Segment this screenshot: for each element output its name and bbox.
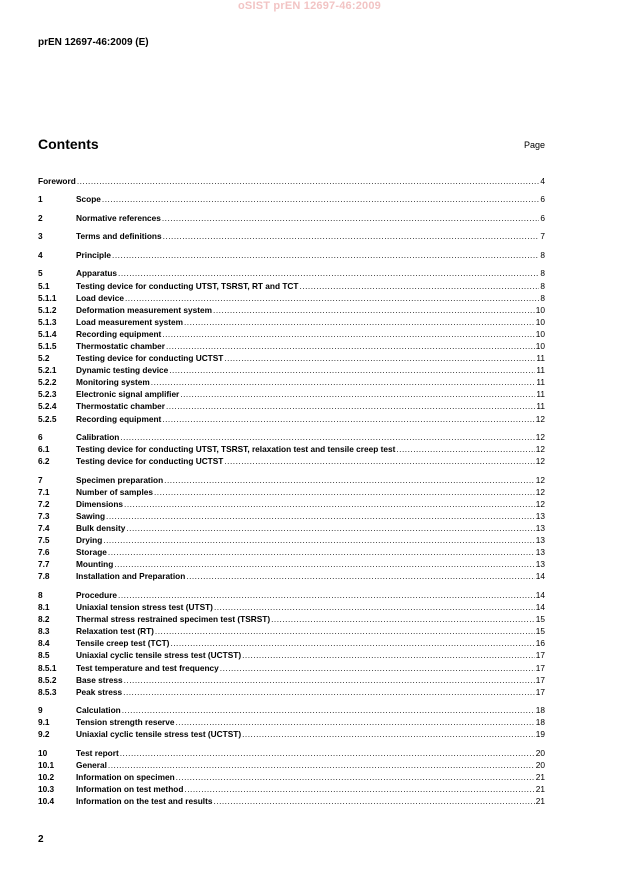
toc-entry[interactable]: [38, 267, 545, 279]
toc-entry[interactable]: [38, 364, 545, 376]
toc-entry-page: 8: [540, 268, 545, 279]
toc-entry-number: 4: [38, 249, 43, 260]
toc-entry-number: 5.1.1: [38, 292, 57, 303]
toc-entry-number: 8.5.1: [38, 662, 57, 673]
toc-entry-title: Storage: [76, 547, 107, 558]
toc-entry-page: 4: [540, 176, 545, 186]
toc-entry-title: Monitoring system: [76, 377, 150, 388]
toc-dot-leader: [120, 431, 534, 443]
toc-dot-leader: [162, 212, 540, 224]
toc-entry[interactable]: [38, 328, 545, 340]
toc-dot-leader: [126, 522, 534, 534]
toc-entry-page: 12: [535, 486, 545, 497]
toc-entry-number: 8.5: [38, 650, 50, 661]
toc-entry-number: 8.1: [38, 602, 50, 613]
toc-entry[interactable]: [38, 486, 545, 498]
toc-entry-page: 13: [535, 559, 545, 570]
toc-entry-number: 7.5: [38, 535, 50, 546]
toc-entry-title: Specimen preparation: [76, 474, 164, 485]
toc-entry-page: 17: [535, 650, 545, 661]
toc-entry-number: 7: [38, 474, 43, 485]
toc-entry-page: 13: [535, 523, 545, 534]
toc-entry-number: 1: [38, 194, 43, 205]
toc-entry-title: Foreword: [38, 176, 76, 186]
toc-entry-number: 8.5.2: [38, 674, 57, 685]
toc-entry-page: 16: [535, 638, 545, 649]
toc-entry-number: 7.8: [38, 571, 50, 582]
toc-dot-leader: [166, 340, 535, 352]
toc-entry[interactable]: [38, 534, 545, 546]
toc-entry-page: 10: [535, 316, 545, 327]
toc-dot-leader: [300, 280, 540, 292]
toc-entry-title: Information on test method: [76, 784, 184, 795]
toc-entry-title: Recording equipment: [76, 328, 162, 339]
toc-entry-title: Calculation: [76, 705, 121, 716]
toc-dot-leader: [118, 267, 539, 279]
toc-entry-number: 5.1.3: [38, 316, 57, 327]
table-of-contents: [38, 175, 545, 807]
toc-entry[interactable]: [38, 498, 545, 510]
toc-entry-page: 11: [536, 353, 545, 364]
toc-entry[interactable]: [38, 292, 545, 304]
toc-entry[interactable]: [38, 304, 545, 316]
toc-entry-page: 12: [535, 413, 545, 424]
toc-entry[interactable]: [38, 352, 545, 364]
toc-entry-number: 5.1: [38, 280, 50, 291]
toc-dot-leader: [213, 795, 534, 807]
toc-entry-number: 8.2: [38, 614, 50, 625]
toc-entry-title: Base stress: [76, 674, 123, 685]
toc-entry-title: Testing device for conducting UTST, TSRST, RT and TCT: [76, 280, 299, 291]
toc-dot-leader: [271, 613, 535, 625]
toc-entry-page: 6: [540, 212, 545, 223]
toc-entry-page: 20: [535, 759, 545, 770]
toc-entry[interactable]: [38, 193, 545, 205]
toc-entry[interactable]: [38, 662, 545, 674]
page-column-label: Page: [523, 140, 545, 150]
toc-entry-page: 18: [535, 717, 545, 728]
toc-entry-number: 9.1: [38, 717, 50, 728]
toc-entry-title: Deformation measurement system: [76, 304, 213, 315]
toc-entry-number: 5.2: [38, 353, 50, 364]
toc-dot-leader: [184, 783, 534, 795]
toc-dot-leader: [224, 455, 534, 467]
toc-entry-title: Bulk density: [76, 523, 126, 534]
toc-dot-leader: [170, 637, 534, 649]
toc-dot-leader: [220, 662, 535, 674]
toc-entry-title: Tension strength reserve: [76, 717, 175, 728]
toc-entry-title: Load measurement system: [76, 316, 183, 327]
toc-entry-page: 8: [540, 249, 545, 260]
toc-entry[interactable]: [38, 413, 545, 425]
toc-dot-leader: [114, 558, 534, 570]
toc-dot-leader: [118, 589, 535, 601]
toc-entry-page: 12: [535, 432, 545, 443]
toc-entry-number: 5.2.5: [38, 413, 57, 424]
toc-dot-leader: [214, 601, 535, 613]
toc-entry-page: 13: [535, 547, 545, 558]
toc-entry-number: 7.1: [38, 486, 50, 497]
toc-dot-leader: [125, 292, 539, 304]
toc-entry[interactable]: [38, 704, 545, 716]
page-number: 2: [38, 834, 44, 845]
toc-dot-leader: [108, 759, 535, 771]
toc-dot-leader: [124, 498, 535, 510]
toc-entry-page: 6: [540, 194, 545, 205]
toc-entry-number: 5.1.2: [38, 304, 57, 315]
toc-entry-page: 15: [535, 626, 545, 637]
toc-entry-page: 14: [535, 571, 545, 582]
toc-entry[interactable]: [38, 455, 545, 467]
toc-entry-number: 7.7: [38, 559, 50, 570]
watermark: oSIST prEN 12697-46:2009: [238, 0, 381, 12]
toc-entry-page: 19: [535, 729, 545, 740]
toc-entry-title: Peak stress: [76, 686, 123, 697]
toc-dot-leader: [224, 352, 535, 364]
toc-entry-number: 5.2.2: [38, 377, 57, 388]
toc-entry-number: 10.2: [38, 772, 55, 783]
toc-dot-leader: [106, 510, 535, 522]
toc-entry[interactable]: [38, 759, 545, 771]
toc-entry-page: 11: [536, 389, 545, 400]
toc-dot-leader: [176, 771, 535, 783]
toc-entry[interactable]: [38, 443, 545, 455]
toc-entry-page: 21: [535, 784, 545, 795]
toc-entry-page: 17: [535, 662, 545, 673]
toc-dot-leader: [155, 625, 535, 637]
toc-entry-page: 18: [535, 705, 545, 716]
toc-entry-number: 8.4: [38, 638, 50, 649]
toc-dot-leader: [169, 364, 535, 376]
toc-entry[interactable]: [38, 747, 545, 759]
toc-dot-leader: [162, 413, 534, 425]
toc-entry[interactable]: [38, 716, 545, 728]
toc-entry-page: 20: [535, 747, 545, 758]
toc-entry-title: General: [76, 759, 107, 770]
toc-entry-number: 10.1: [38, 759, 55, 770]
toc-entry-number: 8: [38, 589, 43, 600]
toc-entry-title: Relaxation test (RT): [76, 626, 154, 637]
toc-entry-title: Dynamic testing device: [76, 365, 169, 376]
toc-entry[interactable]: [38, 249, 545, 261]
toc-entry[interactable]: [38, 674, 545, 686]
toc-entry[interactable]: [38, 175, 545, 187]
toc-entry-page: 15: [535, 614, 545, 625]
toc-entry-number: 9.2: [38, 729, 50, 740]
toc-dot-leader: [123, 686, 535, 698]
toc-dot-leader: [396, 443, 534, 455]
toc-entry-page: 13: [535, 535, 545, 546]
toc-entry-page: 12: [535, 498, 545, 509]
toc-entry[interactable]: [38, 570, 545, 582]
toc-entry[interactable]: [38, 510, 545, 522]
toc-entry-title: Principle: [76, 249, 112, 260]
toc-entry-number: 10.4: [38, 796, 55, 807]
toc-dot-leader: [120, 747, 535, 759]
toc-entry-number: 5.2.1: [38, 365, 57, 376]
toc-entry-title: Thermostatic chamber: [76, 340, 165, 351]
toc-entry-page: 14: [535, 589, 545, 600]
toc-entry[interactable]: [38, 686, 545, 698]
toc-entry[interactable]: [38, 388, 545, 400]
toc-entry-page: 13: [535, 510, 545, 521]
toc-entry[interactable]: [38, 474, 545, 486]
toc-dot-leader: [151, 376, 536, 388]
toc-dot-leader: [176, 716, 535, 728]
toc-entry[interactable]: [38, 637, 545, 649]
toc-entry-number: 5.1.5: [38, 340, 57, 351]
toc-entry[interactable]: [38, 771, 545, 783]
toc-entry[interactable]: [38, 625, 545, 637]
toc-entry-page: 12: [535, 444, 545, 455]
toc-dot-leader: [108, 546, 535, 558]
toc-entry-number: 8.5.3: [38, 686, 57, 697]
toc-entry-title: Thermal stress restrained specimen test (TSRST): [76, 614, 271, 625]
toc-entry-page: 11: [536, 401, 545, 412]
toc-entry-title: Terms and definitions: [76, 231, 162, 242]
toc-entry-title: Uniaxial cyclic tensile stress test (UCTST): [76, 650, 242, 661]
toc-entry-title: Information on specimen: [76, 772, 175, 783]
toc-entry-number: 10.3: [38, 784, 55, 795]
toc-entry-number: 7.2: [38, 498, 50, 509]
toc-entry-number: 2: [38, 212, 43, 223]
toc-dot-leader: [180, 388, 535, 400]
toc-entry-title: Testing device for conducting UTST, TSRST, relaxation test and tensile creep test: [76, 444, 396, 455]
toc-entry[interactable]: [38, 795, 545, 807]
toc-entry-title: Thermostatic chamber: [76, 401, 165, 412]
toc-entry-title: Procedure: [76, 589, 118, 600]
toc-entry-number: 9: [38, 705, 43, 716]
toc-dot-leader: [154, 486, 535, 498]
toc-entry-number: 6.1: [38, 444, 50, 455]
toc-entry-number: 3: [38, 231, 43, 242]
toc-entry-page: 21: [535, 772, 545, 783]
toc-entry-number: 7.6: [38, 547, 50, 558]
toc-entry-title: Apparatus: [76, 268, 118, 279]
toc-entry-number: 6: [38, 432, 43, 443]
toc-entry-title: Sawing: [76, 510, 106, 521]
toc-entry[interactable]: [38, 522, 545, 534]
toc-entry-title: Drying: [76, 535, 103, 546]
toc-dot-leader: [112, 249, 539, 261]
toc-dot-leader: [164, 474, 535, 486]
toc-entry-page: 10: [535, 328, 545, 339]
toc-entry-page: 8: [540, 280, 545, 291]
toc-entry-title: Information on the test and results: [76, 796, 213, 807]
toc-entry[interactable]: [38, 280, 545, 292]
toc-entry-title: Test temperature and test frequency: [76, 662, 219, 673]
toc-dot-leader: [186, 570, 535, 582]
toc-entry-page: 12: [535, 474, 545, 485]
toc-entry-page: 8: [540, 292, 545, 303]
toc-dot-leader: [166, 400, 535, 412]
toc-entry-number: 7.3: [38, 510, 50, 521]
toc-dot-leader: [124, 674, 535, 686]
toc-dot-leader: [77, 175, 540, 187]
toc-entry-page: 7: [540, 231, 545, 242]
contents-heading: Contents: [38, 136, 99, 152]
toc-entry-number: 10: [38, 747, 48, 758]
toc-entry-page: 17: [535, 674, 545, 685]
toc-entry[interactable]: [38, 649, 545, 661]
toc-entry-title: Test report: [76, 747, 119, 758]
toc-entry-title: Uniaxial tension stress test (UTST): [76, 602, 213, 613]
toc-dot-leader: [102, 193, 539, 205]
toc-entry[interactable]: [38, 431, 545, 443]
toc-dot-leader: [242, 649, 535, 661]
toc-entry-page: 10: [535, 304, 545, 315]
toc-entry[interactable]: [38, 728, 545, 740]
toc-entry-number: 5.1.4: [38, 328, 57, 339]
toc-entry-title: Installation and Preparation: [76, 571, 186, 582]
toc-entry[interactable]: [38, 212, 545, 224]
toc-entry[interactable]: [38, 230, 545, 242]
toc-dot-leader: [184, 316, 535, 328]
toc-entry[interactable]: [38, 316, 545, 328]
toc-entry-title: Load device: [76, 292, 124, 303]
toc-dot-leader: [242, 728, 535, 740]
toc-dot-leader: [213, 304, 535, 316]
toc-entry[interactable]: [38, 589, 545, 601]
toc-entry[interactable]: [38, 340, 545, 352]
toc-entry-page: 21: [535, 796, 545, 807]
toc-entry[interactable]: [38, 601, 545, 613]
toc-entry-title: Dimensions: [76, 498, 124, 509]
toc-entry[interactable]: [38, 613, 545, 625]
toc-entry-number: 7.4: [38, 523, 50, 534]
toc-dot-leader: [162, 328, 534, 340]
toc-entry-number: 8.3: [38, 626, 50, 637]
toc-entry-title: Mounting: [76, 559, 114, 570]
toc-dot-leader: [122, 704, 535, 716]
toc-entry-title: Recording equipment: [76, 413, 162, 424]
toc-entry[interactable]: [38, 376, 545, 388]
toc-entry-title: Calibration: [76, 432, 120, 443]
toc-entry-page: 12: [535, 456, 545, 467]
toc-entry-number: 5.2.4: [38, 401, 57, 412]
toc-entry-title: Tensile creep test (TCT): [76, 638, 170, 649]
toc-entry-page: 11: [536, 365, 545, 376]
toc-entry[interactable]: [38, 400, 545, 412]
document-identifier: prEN 12697-46:2009 (E): [38, 37, 149, 48]
toc-dot-leader: [163, 230, 540, 242]
toc-entry[interactable]: [38, 558, 545, 570]
toc-entry-title: Uniaxial cyclic tensile stress test (UCTST): [76, 729, 242, 740]
toc-entry[interactable]: [38, 783, 545, 795]
toc-entry-title: Testing device for conducting UCTST: [76, 456, 224, 467]
toc-entry-title: Scope: [76, 194, 101, 205]
toc-entry-number: 6.2: [38, 456, 50, 467]
toc-entry-number: 5.2.3: [38, 389, 57, 400]
toc-entry-page: 17: [535, 686, 545, 697]
toc-entry-title: Testing device for conducting UCTST: [76, 353, 224, 364]
toc-entry-page: 10: [535, 340, 545, 351]
toc-entry-title: Electronic signal amplifier: [76, 389, 180, 400]
toc-entry-title: Normative references: [76, 212, 161, 223]
toc-entry-page: 14: [535, 602, 545, 613]
toc-entry-page: 11: [536, 377, 545, 388]
toc-entry-number: 5: [38, 268, 43, 279]
toc-entry-title: Number of samples: [76, 486, 153, 497]
toc-entry[interactable]: [38, 546, 545, 558]
toc-dot-leader: [103, 534, 534, 546]
